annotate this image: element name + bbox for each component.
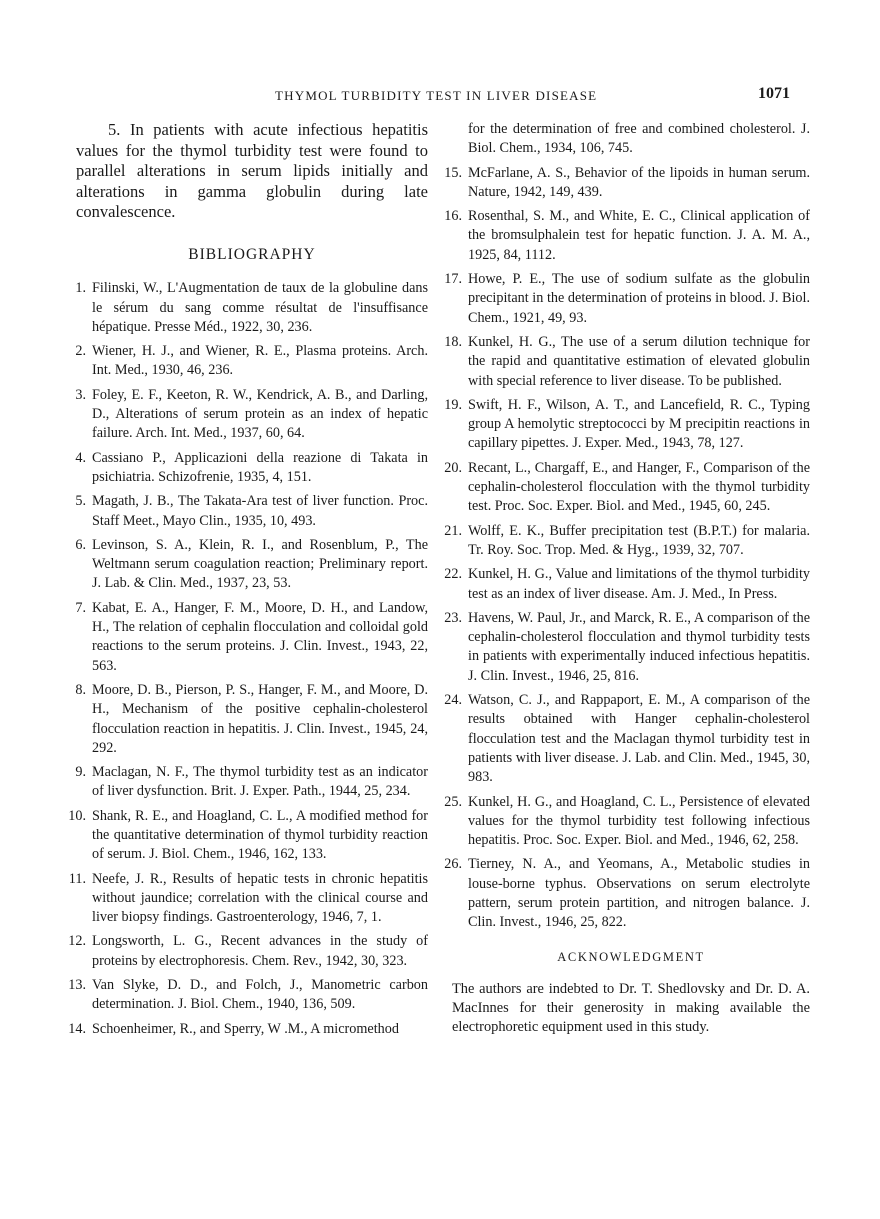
reference-item: 22. Kunkel, H. G., Value and limitations of the thymol turbidity test as an index of liver disease. Am. J. Med., In Press. <box>444 566 810 602</box>
reference-list-left <box>68 279 428 1039</box>
reference-item: 26. Tierney, N. A., and Yeomans, A., Metabolic studies in louse-borne typhus. Observations on serum electrolyte pattern, serum protein partition, and nitrogen balance. J. Clin. Invest., 1946, 25, 822. <box>444 856 810 931</box>
reference-item: 11. Neefe, J. R., Results of hepatic tests in chronic hepatitis without jaundice; correlation with the clinical course and liver biopsy findings. Gastroenterology, 1946, 7, 1. <box>68 870 428 926</box>
reference-item: 1. Filinski, W., L'Augmentation de taux de la globuline dans le sérum du sang comme résultat de l'insuffisance hépatique. Presse Méd., 1922, 30, 236. <box>75 280 428 335</box>
reference-continuation: for the determination of free and combined cholesterol. J. Biol. Chem., 1934, 106, 745. <box>468 121 810 157</box>
reference-item: 21. Wolff, E. K., Buffer precipitation test (B.P.T.) for malaria. Tr. Roy. Soc. Trop. Med. & Hyg., 1939, 32, 707. <box>444 522 810 558</box>
reference-item: 15. McFarlane, A. S., Behavior of the lipoids in human serum. Nature, 1942, 149, 439. <box>444 164 810 200</box>
reference-item: 7. Kabat, E. A., Hanger, F. M., Moore, D. H., and Landow, H., The relation of cephalin flocculation and colloidal gold reactions to the serum proteins. J. Clin. Invest., 1943, 22, 563. <box>75 599 428 674</box>
reference-item: 18. Kunkel, H. G., The use of a serum dilution technique for the rapid and quantitative estimation of elevated globulin with special reference to liver disease. To be published. <box>444 333 810 389</box>
reference-item: 5. Magath, J. B., The Takata-Ara test of liver function. Proc. Staff Meet., Mayo Clin., 1935, 10, 493. <box>75 493 428 529</box>
reference-item: 6. Levinson, S. A., Klein, R. I., and Rosenblum, P., The Weltmann serum coagulation reaction; Preliminary report. J. Lab. & Clin. Med., 1937, 23, 53. <box>75 536 428 592</box>
reference-item: 20. Recant, L., Chargaff, E., and Hanger, F., Comparison of the cephalin-cholesterol flocculation with the thymol turbidity test. Proc. Soc. Exper. Biol. and Med., 1945, 60, 245. <box>444 459 810 515</box>
reference-item: 4. Cassiano P., Applicazioni della reazione di Takata in psichiatria. Schizofrenie, 1935, 4, 151. <box>75 449 428 485</box>
right-column <box>444 120 810 1038</box>
reference-item: 16. Rosenthal, S. M., and White, E. C., Clinical application of the bromsulphalein test for hepatic function. J. A. M. A., 1925, 84, 1112. <box>444 208 810 263</box>
reference-item: 14. Schoenheimer, R., and Sperry, W .M., A micromethod <box>68 1020 399 1037</box>
reference-item: 2. Wiener, H. J., and Wiener, R. E., Plasma proteins. Arch. Int. Med., 1930, 46, 236. <box>75 343 428 379</box>
reference-item: 25. Kunkel, H. G., and Hoagland, C. L., Persistence of elevated values for the thymol turbidity test following infectious hepatitis. Proc. Soc. Exper. Biol. and Med., 1946, 62, 258. <box>444 793 810 849</box>
page-number: 1071 <box>758 85 790 102</box>
running-title: THYMOL TURBIDITY TEST IN LIVER DISEASE <box>275 88 598 103</box>
acknowledgment-text: The authors are indebted to Dr. T. Shedlovsky and Dr. D. A. MacInnes for their generosity in making available the electrophoretic equipment used in this study. <box>452 980 810 1036</box>
conclusion-paragraph: 5. In patients with acute infectious hepatitis values for the thymol turbidity test were found to parallel alterations in serum lipids initially and alterations in gamma globulin during late convalescence. <box>76 120 428 222</box>
reference-list-right <box>444 164 810 933</box>
reference-item: 13. Van Slyke, D. D., and Folch, J., Manometric carbon determination. J. Biol. Chem., 1940, 136, 509. <box>68 977 428 1013</box>
reference-item: 17. Howe, P. E., The use of sodium sulfate as the globulin precipitant in the determination of proteins in blood. J. Biol. Chem., 1921, 49, 93. <box>444 271 810 326</box>
reference-item: 10. Shank, R. E., and Hoagland, C. L., A modified method for the quantitative determination of thymol turbidity reaction of serum. J. Biol. Chem., 1946, 162, 133. <box>68 807 428 863</box>
reference-item: 19. Swift, H. F., Wilson, A. T., and Lancefield, R. C., Typing group A hemolytic streptococci by M precipitin reactions in capillary pipettes. J. Exper. Med., 1943, 78, 127. <box>444 396 810 452</box>
left-column <box>68 120 428 1044</box>
reference-item: 9. Maclagan, N. F., The thymol turbidity test as an indicator of liver dysfunction. Brit. J. Exper. Path., 1944, 25, 234. <box>75 764 428 800</box>
acknowledgment-heading: ACKNOWLEDGMENT <box>557 949 705 964</box>
reference-item: 23. Havens, W. Paul, Jr., and Marck, R. E., A comparison of the cephalin-cholesterol flocculation and thymol turbidity tests in patients with experimentally induced infectious hepatitis. J. Clin. Invest., 1946, 25, 816. <box>444 609 810 684</box>
reference-item: 3. Foley, E. F., Keeton, R. W., Kendrick, A. B., and Darling, D., Alterations of serum protein as an index of hepatic failure. Arch. Int. Med., 1937, 60, 64. <box>75 386 428 442</box>
bibliography-heading: BIBLIOGRAPHY <box>188 245 316 263</box>
reference-item: 12. Longsworth, L. G., Recent advances in the study of proteins by electrophoresis. Chem. Rev., 1942, 30, 323. <box>68 933 428 969</box>
reference-item: 24. Watson, C. J., and Rappaport, E. M., A comparison of the results obtained with Hanger cephalin-cholesterol flocculation test and the Maclagan thymol turbidity test in patients with liver disease. J. Lab. and Clin. Med., 1945, 30, 983. <box>444 692 810 786</box>
reference-item: 8. Moore, D. B., Pierson, P. S., Hanger, F. M., and Moore, D. H., Mechanism of the positive cephalin-cholesterol flocculation reaction in hepatitis. J. Clin. Invest., 1945, 24, 292. <box>75 681 428 756</box>
